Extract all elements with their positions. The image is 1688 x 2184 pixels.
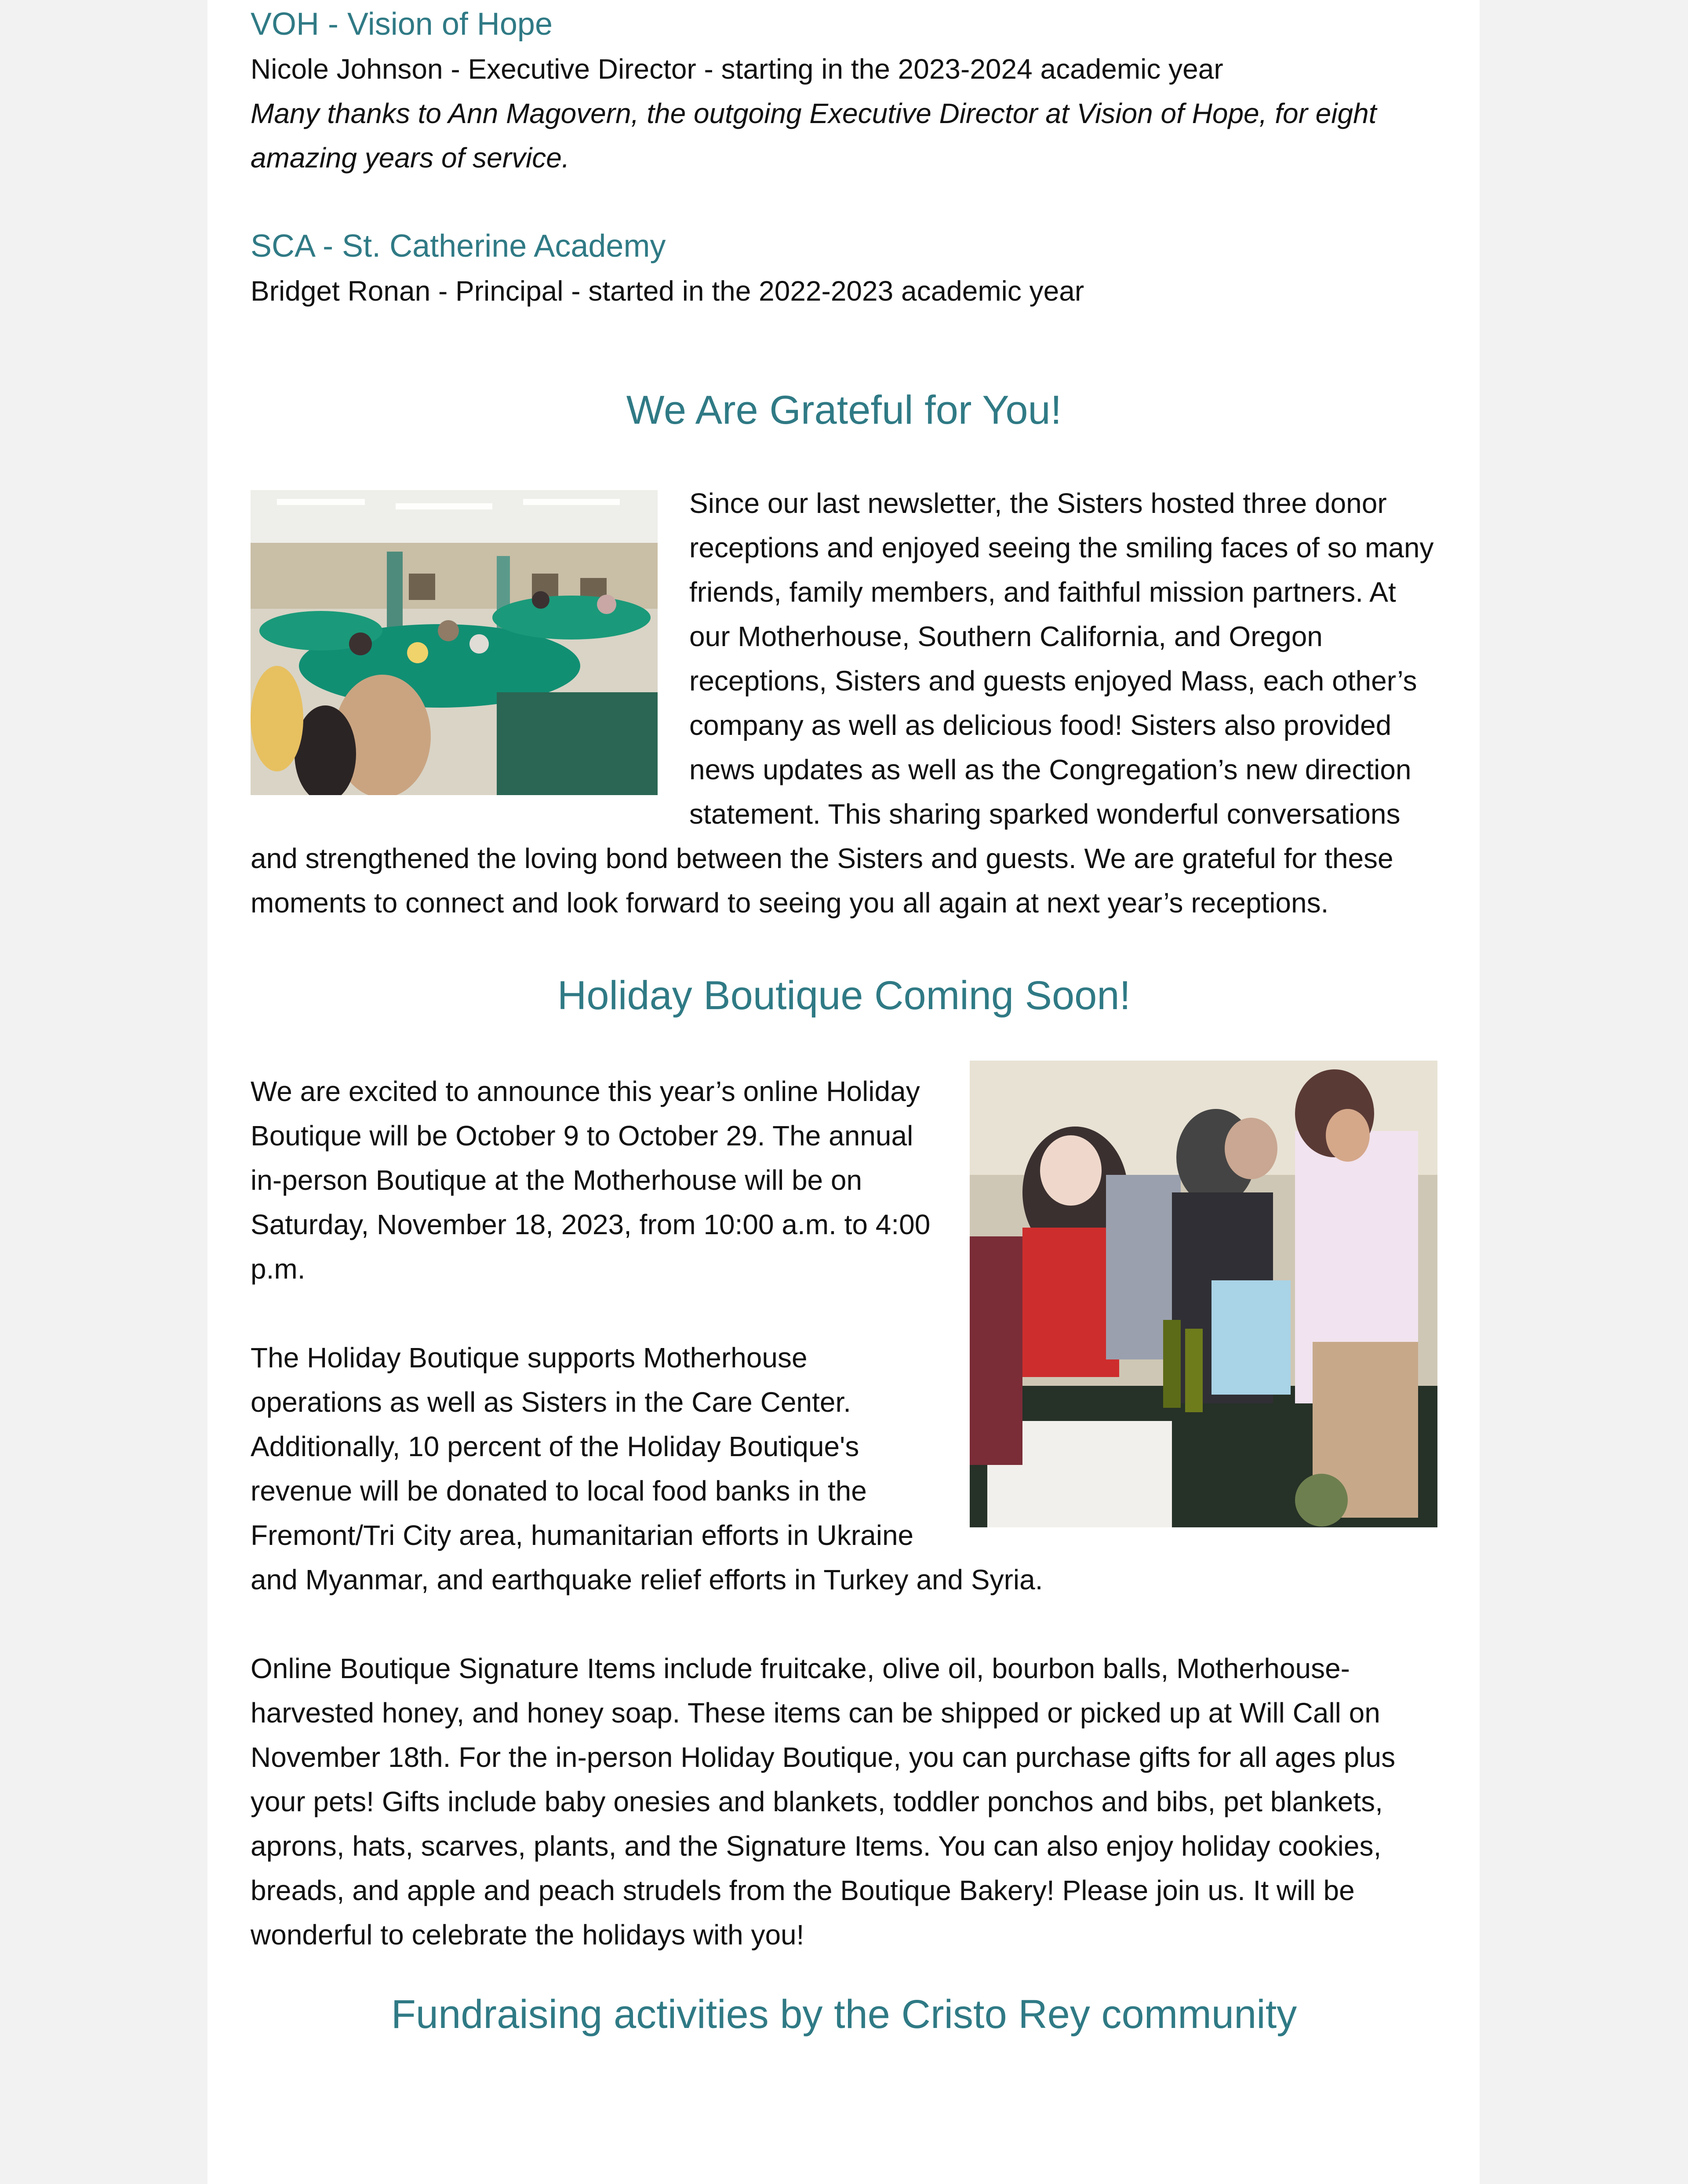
newsletter-content <box>251 0 1437 2041</box>
donor-reception-image <box>251 490 658 795</box>
sca-heading: SCA - St. Catherine Academy <box>251 229 666 264</box>
grateful-body-text: Since our last newsletter, the Sisters hosted three donor receptions and enjoyed seeing the smiling faces of so many friends, family members, and faithful mission partners. At our Motherhouse, Southern California, and Oregon receptions, Sisters and guests enjoyed Mass, each other’s company as well as delicious food! Sisters also provided news updates as well as the Congregation’s new direction statement. This sharing sparked wonderful conversations and strengthened the loving bond between the Sisters and guests. We are grateful for these moments to connect and look forward to seeing you all again at next year’s receptions. <box>251 487 1434 919</box>
newsletter-page <box>207 0 1480 2184</box>
boutique-shoppers-photo <box>970 1061 1437 1527</box>
boutique-shoppers-image <box>970 1061 1437 1527</box>
sca-principal-line: Bridget Ronan - Principal - started in the 2022-2023 academic year <box>251 275 1084 307</box>
grateful-section-title: We Are Grateful for You! <box>626 388 1062 432</box>
fundraising-section-title: Fundraising activities by the Cristo Rey community <box>391 1992 1297 2037</box>
grateful-section <box>251 481 1437 925</box>
boutique-section-title: Holiday Boutique Coming Soon! <box>557 973 1131 1018</box>
boutique-support-text: The Holiday Boutique supports Motherhouse operations as well as Sisters in the Care Center. Additionally, 10 percent of the Holiday Boutique's revenue will be donated to local food banks in the Fremont/Tri City area, humanitarian efforts in Ukraine and Myanmar, and earthquake relief efforts in Turkey and Syria. <box>251 1342 1043 1595</box>
voh-heading: VOH - Vision of Hope <box>251 7 553 42</box>
boutique-section <box>251 1061 1437 1957</box>
voh-thanks-line: Many thanks to Ann Magovern, the outgoing Executive Director at Vision of Hope, for eight amazing years of service. <box>251 98 1377 174</box>
boutique-dates-text: We are excited to announce this year’s online Holiday Boutique will be October 9 to October 29. The annual in-person Boutique at the Motherhouse will be on Saturday, November 18, 2023, from 10:00 a.m. to 4:00 p.m. <box>251 1076 931 1285</box>
donor-reception-photo <box>251 490 658 795</box>
voh-director-line: Nicole Johnson - Executive Director - starting in the 2023-2024 academic year <box>251 53 1223 85</box>
boutique-items-text: Online Boutique Signature Items include fruitcake, olive oil, bourbon balls, Motherhouse-harvested honey, and honey soap. These items can be shipped or picked up at Will Call on November 18th. For the in-person Holiday Boutique, you can purchase gifts for all ages plus your pets! Gifts include baby onesies and blankets, toddler ponchos and bibs, pet blankets, aprons, hats, scarves, plants, and the Signature Items. You can also enjoy holiday cookies, breads, and apple and peach strudels from the Boutique Bakery! Please join us. It will be wonderful to celebrate the holidays with you! <box>251 1653 1396 1951</box>
